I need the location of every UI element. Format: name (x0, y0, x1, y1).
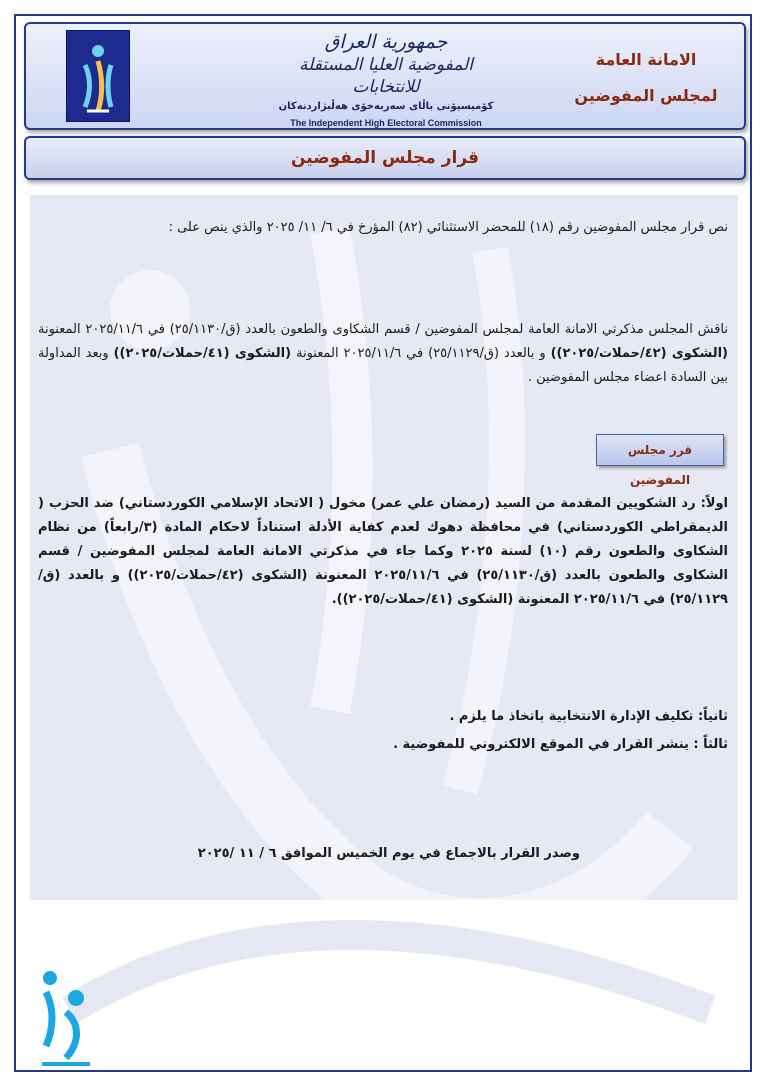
discussion-text-3: وبعد المداولة بين السادة اعضاء مجلس المفوضين . (38, 346, 728, 385)
commission-name-block (266, 30, 506, 126)
commission-country: جمهورية العراق (324, 31, 448, 53)
document-header (24, 22, 746, 130)
decision-third: ثالثاً : ينشر القرار في الموقع الالكتروني للمفوضية . (393, 737, 728, 752)
discussion-paragraph (38, 318, 728, 390)
discussion-text-2: و بالعدد (ق/٢٥/١١٢٩) في ٢٠٢٥/١١/٦ المعنونة (291, 346, 551, 361)
decision-first: اولاً: رد الشكويين المقدمة من السيد (رمضان علي عمر) مخول ( الاتحاد الإسلامي الكوردستاني) ضد الحزب ( الديمقراطي الكوردستاني) في محافظة دهوك لعدم كفاية الأدلة استناداً لاحكام المادة (٣/رابعاً) من نظام الشكاوى والطعون رقم (١٠) لسنة ٢٠٢٥ وكما جاء في مذكرتي الامانة العامة لمجلس المفوضين / قسم الشكاوى والطعون بالعدد (ق/٢٥/١١٣٠) في ٢٠٢٥/١١/٦ المعنونة (الشكوى (٤٢/حملات/٢٠٢٥)) و بالعدد (ق/٢٥/١١٢٩) في ٢٠٢٥/١١/٦ المعنونة (الشكوى (٤١/حملات/٢٠٢٥)). (38, 496, 729, 607)
intro-paragraph: نص قرار مجلس المفوضين رقم (١٨) للمحضر الاستثنائي (٨٢) المؤرخ في ٦/ ١١/ ٢٠٢٥ والذي ينص على : (168, 220, 728, 235)
complaint-42-label: (الشكوى (٤٢/حملات/٢٠٢٥)) (550, 346, 729, 361)
commission-logo-icon (66, 30, 130, 122)
complaint-41-label: (الشكوى (٤١/حملات/٢٠٢٥)) (113, 346, 292, 361)
discussion-text-1: ناقش المجلس مذكرتي الامانة العامة لمجلس المفوضين / قسم الشكاوى والطعون بالعدد (ق/٢٥/١١٣٠) في ٢٠٢٥/١١/٦ المعنونة (38, 322, 729, 337)
decision-second: ثانياً: تكليف الإدارة الانتخابية باتخاذ ما يلزم . (449, 709, 728, 724)
decision-title-bar (24, 136, 746, 180)
secretariat-title (566, 42, 726, 114)
page-title: قرار مجلس المفوضين (290, 148, 480, 168)
secretariat-line-1: الامانة العامة (595, 50, 697, 69)
commission-name-arabic: المفوضية العليا المستقلة للانتخابات (298, 55, 473, 97)
resolved-badge: قرر مجلس المفوضين (596, 434, 724, 466)
footer-logo-icon (36, 968, 96, 1070)
issued-statement: وصدر القرار بالاجماع في يوم الخميس الموافق ٦ / ١١ /٢٠٢٥ (197, 846, 580, 861)
commission-name-kurdish: كۆمیسیۆنی باڵای سەربەخۆی هەڵبژاردنەکان (278, 101, 494, 112)
secretariat-line-2: لمجلس المفوضين (574, 86, 718, 105)
commission-name-english: The Independent High Electoral Commission (290, 118, 482, 128)
